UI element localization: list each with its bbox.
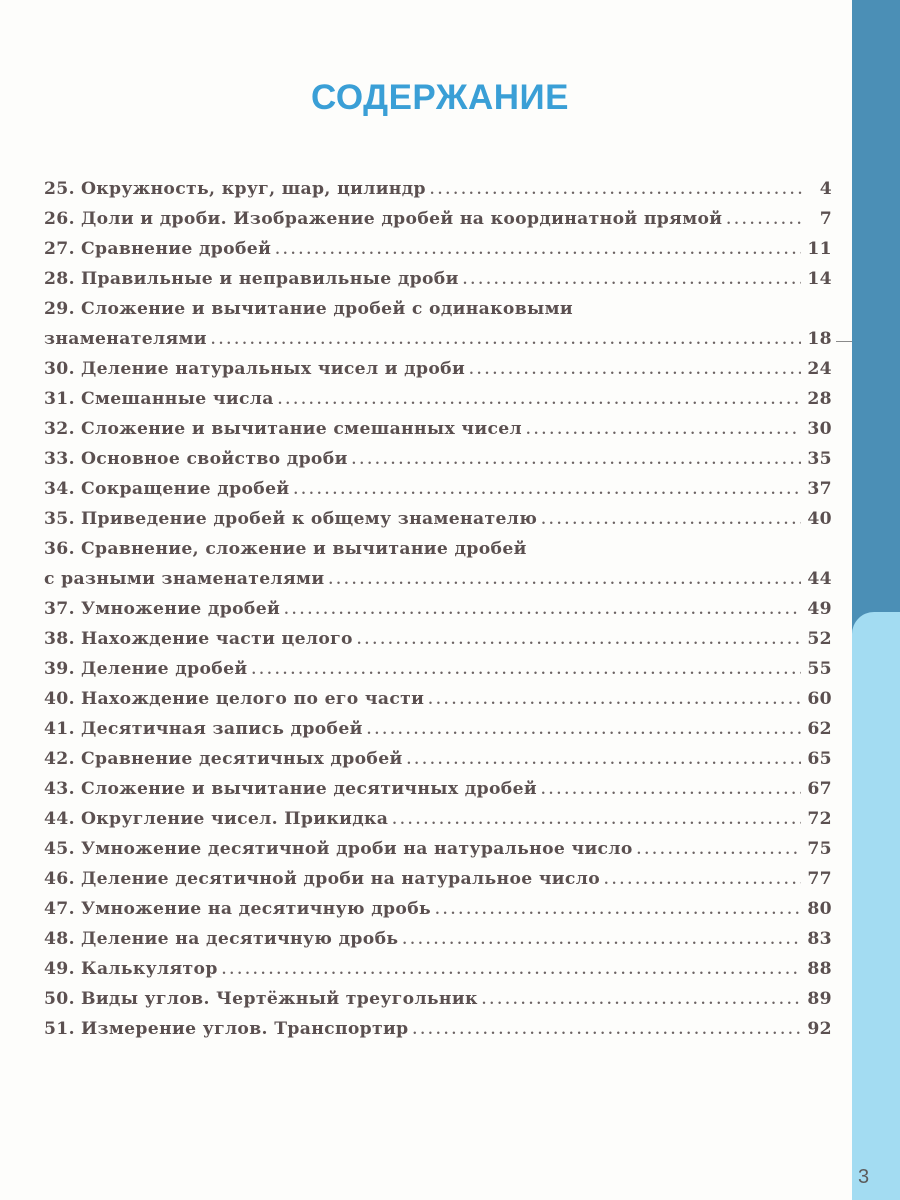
dot-leader bbox=[211, 326, 801, 356]
toc-entry bbox=[44, 594, 832, 624]
toc-entry-title: Смешанные числа bbox=[80, 389, 274, 409]
toc-entry-title: Умножение на десятичную дробь bbox=[80, 899, 432, 919]
toc-entry bbox=[44, 384, 832, 414]
toc-entry-number: 29. bbox=[44, 299, 75, 319]
dot-leader bbox=[284, 596, 801, 626]
toc-entry bbox=[44, 924, 832, 954]
edge-mark bbox=[836, 341, 852, 342]
toc-entry-page: 83 bbox=[807, 929, 832, 949]
toc-entry-title: Калькулятор bbox=[80, 959, 218, 979]
toc-entry-number: 34. bbox=[44, 479, 75, 499]
toc-entry-page: 89 bbox=[807, 989, 832, 1009]
toc-entry-title: Деление на десятичную дробь bbox=[80, 929, 399, 949]
toc-entry-title: Сравнение дробей bbox=[80, 239, 272, 259]
toc-entry-number: 44. bbox=[44, 809, 75, 829]
toc-entry-number: 38. bbox=[44, 629, 75, 649]
toc-entry bbox=[44, 714, 832, 744]
toc-entry-number: 48. bbox=[44, 929, 75, 949]
toc-entry bbox=[44, 834, 832, 864]
toc-entry-number: 35. bbox=[44, 509, 75, 529]
toc-entry-title: Сложение и вычитание десятичных дробей bbox=[80, 779, 537, 799]
toc-entry bbox=[44, 474, 832, 504]
toc-entry-title: с разными знаменателями bbox=[44, 569, 325, 589]
toc-entry bbox=[44, 444, 832, 474]
toc-entry-number: 30. bbox=[44, 359, 75, 379]
toc-entry bbox=[44, 774, 832, 804]
toc-entry-page: 80 bbox=[807, 899, 832, 919]
toc-entry bbox=[44, 324, 832, 354]
toc-entry-page: 72 bbox=[807, 809, 832, 829]
toc-entry bbox=[44, 864, 832, 894]
dot-leader bbox=[541, 776, 801, 806]
toc-entry-page: 14 bbox=[807, 269, 832, 289]
toc-entry-page: 24 bbox=[807, 359, 832, 379]
toc-entry-title: Деление дробей bbox=[80, 659, 248, 679]
toc-entry-title: Правильные и неправильные дроби bbox=[80, 269, 459, 289]
toc-entry bbox=[44, 174, 832, 204]
toc-entry-title: Округление чисел. Прикидка bbox=[80, 809, 389, 829]
toc-entry-page: 4 bbox=[819, 179, 832, 199]
toc-entry bbox=[44, 654, 832, 684]
dot-leader bbox=[541, 506, 801, 536]
toc-entry-page: 30 bbox=[807, 419, 832, 439]
toc-entry-page: 62 bbox=[807, 719, 832, 739]
toc-entry-number: 37. bbox=[44, 599, 75, 619]
dot-leader bbox=[407, 746, 802, 776]
toc-entry bbox=[44, 234, 832, 264]
toc-entry-title: Сложение и вычитание дробей с одинаковыми bbox=[80, 299, 573, 319]
toc-entry-number: 49. bbox=[44, 959, 75, 979]
dot-leader bbox=[352, 446, 802, 476]
toc-entry bbox=[44, 534, 832, 564]
toc-entry-title: Нахождение части целого bbox=[80, 629, 353, 649]
page-number: 3 bbox=[858, 1166, 870, 1188]
toc-entry-number: 26. bbox=[44, 209, 75, 229]
toc-entry bbox=[44, 894, 832, 924]
toc-entry-number: 28. bbox=[44, 269, 75, 289]
page-title: СОДЕРЖАНИЕ bbox=[310, 78, 569, 117]
toc-entry-title: Сравнение, сложение и вычитание дробей bbox=[80, 539, 527, 559]
toc-entry-number: 50. bbox=[44, 989, 75, 1009]
toc-entry-title: Окружность, круг, шар, цилиндр bbox=[80, 179, 426, 199]
toc-entry-page: 49 bbox=[807, 599, 832, 619]
toc-entry-title: Умножение дробей bbox=[80, 599, 281, 619]
toc-entry-number: 51. bbox=[44, 1019, 75, 1039]
toc-entry-page: 18 bbox=[807, 329, 832, 349]
toc-entry-page: 35 bbox=[807, 449, 832, 469]
dot-leader bbox=[428, 686, 801, 716]
toc-entry-page: 7 bbox=[819, 209, 832, 229]
toc-entry-page: 75 bbox=[807, 839, 832, 859]
toc-entry-page: 55 bbox=[807, 659, 832, 679]
toc-entry bbox=[44, 294, 832, 324]
toc-entry-number: 42. bbox=[44, 749, 75, 769]
toc-entry-title: Доли и дроби. Изображение дробей на координатной прямой bbox=[80, 209, 723, 229]
toc-entry-title: Деление натуральных чисел и дроби bbox=[80, 359, 466, 379]
toc-entry-title: Сокращение дробей bbox=[80, 479, 290, 499]
toc-entry-page: 67 bbox=[807, 779, 832, 799]
toc-entry-page: 11 bbox=[807, 239, 832, 259]
dot-leader bbox=[251, 656, 801, 686]
dot-leader bbox=[726, 206, 802, 236]
toc-entry-number: 45. bbox=[44, 839, 75, 859]
dot-leader bbox=[413, 1016, 802, 1046]
toc-entry-number: 27. bbox=[44, 239, 75, 259]
dot-leader bbox=[637, 836, 802, 866]
toc-entry-title: Нахождение целого по его части bbox=[80, 689, 425, 709]
page-edge-strip-dark bbox=[852, 0, 900, 640]
toc-entry bbox=[44, 564, 832, 594]
toc-entry-number: 41. bbox=[44, 719, 75, 739]
toc-entry-page: 88 bbox=[807, 959, 832, 979]
toc-entry-title: Сложение и вычитание смешанных чисел bbox=[80, 419, 523, 439]
page-edge-strip-light bbox=[852, 612, 900, 1200]
dot-leader bbox=[392, 806, 801, 836]
toc-entry-page: 77 bbox=[807, 869, 832, 889]
toc-entry-number: 33. bbox=[44, 449, 75, 469]
dot-leader bbox=[278, 386, 802, 416]
dot-leader bbox=[526, 416, 801, 446]
toc-entry-number: 46. bbox=[44, 869, 75, 889]
dot-leader bbox=[469, 356, 801, 386]
toc-entry-number: 43. bbox=[44, 779, 75, 799]
toc-entry bbox=[44, 744, 832, 774]
toc-entry bbox=[44, 264, 832, 294]
toc-entry-page: 44 bbox=[807, 569, 832, 589]
toc-entry-title: Умножение десятичной дроби на натуральное число bbox=[80, 839, 633, 859]
toc-entry-number: 32. bbox=[44, 419, 75, 439]
dot-leader bbox=[222, 956, 802, 986]
toc-entry-page: 40 bbox=[807, 509, 832, 529]
toc-entry-title: Основное свойство дроби bbox=[80, 449, 348, 469]
toc-entry-page: 65 bbox=[807, 749, 832, 769]
toc-entry-number: 39. bbox=[44, 659, 75, 679]
toc-entry-title: Измерение углов. Транспортир bbox=[80, 1019, 409, 1039]
dot-leader bbox=[328, 566, 801, 596]
dot-leader bbox=[275, 236, 801, 266]
dot-leader bbox=[482, 986, 802, 1016]
toc-entry-title: Виды углов. Чертёжный треугольник bbox=[80, 989, 478, 1009]
toc-entry-title: Приведение дробей к общему знаменателю bbox=[80, 509, 538, 529]
toc-entry-page: 28 bbox=[807, 389, 832, 409]
dot-leader bbox=[357, 626, 802, 656]
toc-entry-number: 25. bbox=[44, 179, 75, 199]
toc-entry bbox=[44, 204, 832, 234]
toc-entry-title: Десятичная запись дробей bbox=[80, 719, 363, 739]
toc-entry-number: 47. bbox=[44, 899, 75, 919]
toc-entry-page: 60 bbox=[807, 689, 832, 709]
table-of-contents bbox=[44, 174, 832, 1044]
dot-leader bbox=[604, 866, 801, 896]
dot-leader bbox=[402, 926, 801, 956]
toc-entry bbox=[44, 414, 832, 444]
toc-entry-page: 52 bbox=[807, 629, 832, 649]
dot-leader bbox=[435, 896, 801, 926]
toc-entry bbox=[44, 354, 832, 384]
toc-entry bbox=[44, 984, 832, 1014]
toc-entry-number: 40. bbox=[44, 689, 75, 709]
toc-entry-page: 37 bbox=[807, 479, 832, 499]
toc-entry bbox=[44, 684, 832, 714]
dot-leader bbox=[293, 476, 801, 506]
toc-entry-number: 31. bbox=[44, 389, 75, 409]
toc-entry-title: Сравнение десятичных дробей bbox=[80, 749, 403, 769]
dot-leader bbox=[367, 716, 802, 746]
toc-entry bbox=[44, 504, 832, 534]
toc-entry-title: Деление десятичной дроби на натуральное число bbox=[80, 869, 601, 889]
toc-entry bbox=[44, 804, 832, 834]
toc-entry bbox=[44, 1014, 832, 1044]
toc-entry-number: 36. bbox=[44, 539, 75, 559]
toc-entry bbox=[44, 624, 832, 654]
toc-entry bbox=[44, 954, 832, 984]
dot-leader bbox=[463, 266, 802, 296]
toc-entry-page: 92 bbox=[807, 1019, 832, 1039]
toc-entry-title: знаменателями bbox=[44, 329, 207, 349]
dot-leader bbox=[430, 176, 802, 206]
